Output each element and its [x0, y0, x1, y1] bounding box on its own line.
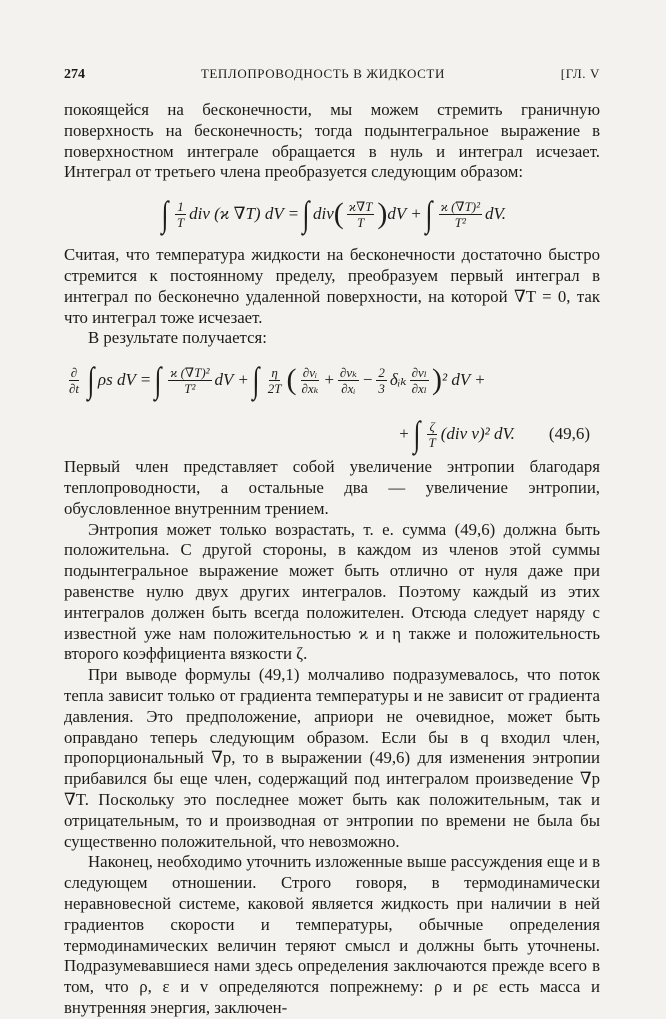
integral-sign: ∫: [425, 194, 433, 235]
fraction: $\frac{\text{∂vₗ}}{\text{∂xₗ}}$: [411, 364, 427, 396]
equation-text: div: [313, 203, 334, 223]
integral-sign: ∫: [87, 360, 95, 401]
fraction: $\frac{\zeta}{T}$: [428, 418, 436, 450]
paren-open: (: [333, 197, 344, 231]
integral-sign: ∫: [154, 360, 162, 401]
paragraph-2: Считая, что температура жидкости на бесконечности достаточно быстро стремится к постоянному пределу, преобразуем первый интеграл в интеграл по бесконечно удаленной поверхности, на которой ∇T = 0, так что интеграл тоже исчезает.: [64, 245, 600, 327]
equation-text: (div v)² dV.: [440, 423, 515, 443]
equation-text: dV +: [214, 369, 249, 389]
fraction: $\frac{1}{T}$: [176, 198, 185, 230]
paragraph-7: Наконец, необходимо уточнить изложенные выше рассуждения еще и в следующем отношении. Строго говоря, в термодинамически неравновесной системе, каковой является жидкость при наличии в ней градиентов скорости и температуры, обычные определения термодинамических величин теряют смысл и должны быть уточнены. Подразумевавшиеся нами здесь определения заключаются прежде всего в том, что ρ, ε и v определяются попрежнему: ρ и ρε есть масса и внутренняя энергия, заключен-: [64, 852, 600, 1017]
equation-number: (49,6): [548, 423, 590, 443]
equation-3: [64, 411, 600, 457]
integral-sign: ∫: [161, 194, 169, 235]
equation-text: dV +: [387, 203, 422, 223]
fraction: $\frac{\eta}{2T}$: [267, 364, 282, 396]
integral-sign: ∫: [413, 414, 421, 455]
fraction: $\frac{\text{∂vᵢ}}{\text{∂xₖ}}$: [301, 364, 319, 396]
equation-1: [64, 183, 600, 245]
equation-text: +: [398, 423, 410, 443]
equation-text: div (ϰ ∇T) dV =: [189, 203, 300, 223]
equation-text: δᵢₖ: [389, 369, 407, 389]
chapter-label: [ГЛ. V: [560, 66, 600, 81]
paragraph-4: Первый член представляет собой увеличение энтропии благодаря теплопроводности, а остальные два — увеличение энтропии, обусловленное внутренним трением.: [64, 457, 600, 518]
paragraph-1: покоящейся на бесконечности, мы можем стремить граничную поверхность на бесконечность; тогда подынтегральное выражение в поверхностном интеграле обращается в нуль и интеграл исчезает. Интеграл от третьего члена преобразуется следующим образом:: [64, 100, 600, 182]
paren-close: ): [431, 363, 442, 397]
integral-sign: ∫: [252, 360, 260, 401]
fraction: $\frac{ϰ\nabla T}{T}$: [348, 198, 373, 230]
fraction: $\frac{\text{ϰ (∇T)²}}{\text{T²}}$: [170, 364, 210, 396]
paren-open: (: [286, 363, 297, 397]
paragraph-5: Энтропия может только возрастать, т. е. сумма (49,6) должна быть положительна. С другой стороны, в каждом из членов этой суммы подынтегральное выражение может быть отлично от нуля даже при равенстве нулю двух других интегралов. Поэтому каждый из этих интегралов должен быть всегда положителен. Отсюда следует наряду с известной уже нам положительностью ϰ и η также и положительность второго коэффициента вязкости ζ.: [64, 519, 600, 664]
equation-text: ² dV +: [441, 369, 486, 389]
fraction: $\frac{\partial}{\partial t}$: [69, 364, 80, 396]
paren-close: ): [377, 197, 388, 231]
page-number: 274: [64, 67, 85, 82]
equation-text: +: [323, 369, 335, 389]
equation-2: [64, 349, 600, 411]
equation-text: ρs dV =: [97, 369, 152, 389]
integral-sign: ∫: [302, 194, 310, 235]
equation-text: −: [361, 369, 374, 389]
running-title: ТЕПЛОПРОВОДНОСТЬ В ЖИДКОСТИ: [200, 66, 445, 81]
paragraph-6: При выводе формулы (49,1) молчаливо подразумевалось, что поток тепла зависит только от градиента температуры и не зависит от градиента давления. Это предположение, априори не очевидное, может быть оправдано теперь следующим образом. Если бы в q входил член, пропорциональный ∇p, то в выражении (49,6) для изменения энтропии прибавился бы еще член, содержащий под интегралом произведение ∇p ∇T. Поскольку это последнее может быть как положительным, так и отрицательным, то и производная от энтропии по времени не была бы существенно положительной, что невозможно.: [64, 665, 600, 851]
equation-text: dV.: [485, 203, 506, 223]
paragraph-3: В результате получается:: [88, 328, 267, 348]
page-header: [64, 66, 600, 83]
fraction: $\frac{2}{3}$: [378, 364, 385, 396]
page-body: [64, 100, 600, 1019]
fraction: $\frac{\text{ϰ (∇T)²}}{\text{T²}}$: [440, 198, 481, 230]
fraction: $\frac{\text{∂vₖ}}{\text{∂xᵢ}}$: [339, 364, 357, 396]
